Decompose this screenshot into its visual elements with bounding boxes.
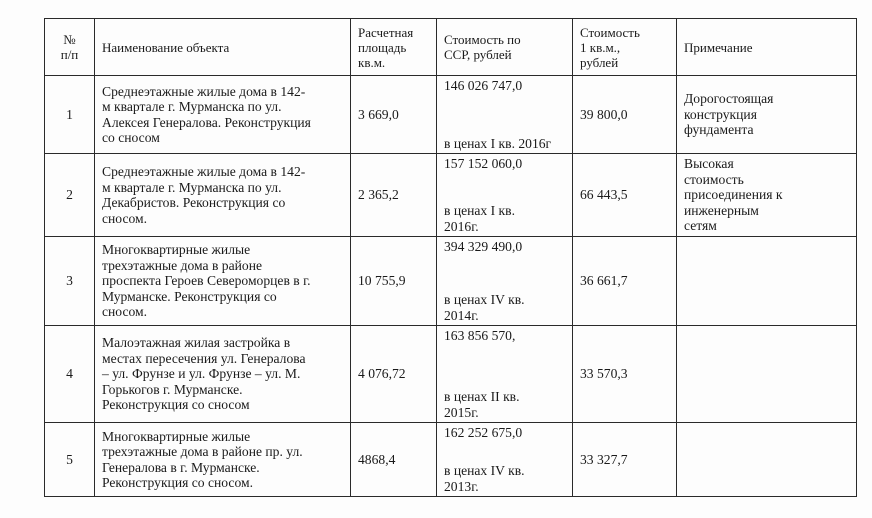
cell-num: 5 (45, 423, 95, 497)
ssr-amount: 146 026 747,0 (444, 78, 523, 93)
ssr-amount: 162 252 675,0 (444, 425, 523, 440)
header-name: Наименование объекта (95, 19, 351, 76)
cell-object-name: Среднеэтажные жилые дома в 142- м квартале г. Мурманска по ул. Декабристов. Реконструкция со сносом. (95, 154, 351, 237)
header-note: Примечание (677, 19, 857, 76)
cell-area: 4 076,72 (351, 326, 437, 423)
cell-object-name: Малоэтажная жилая застройка в местах пересечения ул. Генералова – ул. Фрунзе и ул. Фрунзе – ул. М. Горькогов г. Мурманске. Реконструкция со сносом (95, 326, 351, 423)
ssr-price-level: в ценах IV кв. 2014г. (444, 292, 525, 323)
cell-ssr-cost (437, 237, 573, 326)
header-num: № п/п (45, 19, 95, 76)
table-row (45, 154, 857, 237)
cell-unit-cost: 33 570,3 (573, 326, 677, 423)
cell-ssr-cost (437, 326, 573, 423)
cell-unit-cost: 66 443,5 (573, 154, 677, 237)
cell-num: 3 (45, 237, 95, 326)
table-row (45, 237, 857, 326)
ssr-price-level: в ценах II кв. 2015г. (444, 389, 520, 420)
cell-unit-cost: 33 327,7 (573, 423, 677, 497)
table-header-row (45, 19, 857, 76)
cell-note (677, 423, 857, 497)
cell-area: 4868,4 (351, 423, 437, 497)
ssr-amount: 163 856 570, (444, 328, 516, 343)
cell-object-name: Многоквартирные жилые трехэтажные дома в районе пр. ул. Генералова в г. Мурманске. Реконструкция со сносом. (95, 423, 351, 497)
ssr-price-level: в ценах I кв. 2016г. (444, 203, 515, 234)
cell-area: 10 755,9 (351, 237, 437, 326)
ssr-amount: 157 152 060,0 (444, 156, 523, 171)
cell-object-name: Среднеэтажные жилые дома в 142- м квартале г. Мурманска по ул. Алексея Генералова. Реконструкция со сносом (95, 76, 351, 154)
cost-table (44, 18, 857, 497)
cell-note: Дорогостоящая конструкция фундамента (677, 76, 857, 154)
header-unit-cost: Стоимость 1 кв.м., рублей (573, 19, 677, 76)
header-ssr-cost: Стоимость по ССР, рублей (437, 19, 573, 76)
ssr-amount: 394 329 490,0 (444, 239, 523, 254)
table-row (45, 423, 857, 497)
header-area: Расчетная площадь кв.м. (351, 19, 437, 76)
cell-object-name: Многоквартирные жилые трехэтажные дома в районе проспекта Героев Североморцев в г. Мурманске. Реконструкция со сносом. (95, 237, 351, 326)
table-row (45, 326, 857, 423)
ssr-price-level: в ценах IV кв. 2013г. (444, 463, 525, 494)
cell-note (677, 326, 857, 423)
cell-ssr-cost (437, 76, 573, 154)
ssr-price-level: в ценах I кв. 2016г (444, 135, 552, 151)
cell-area: 3 669,0 (351, 76, 437, 154)
cell-note: Высокая стоимость присоединения к инженерным сетям (677, 154, 857, 237)
cell-ssr-cost (437, 423, 573, 497)
cell-note (677, 237, 857, 326)
cell-unit-cost: 39 800,0 (573, 76, 677, 154)
cell-num: 2 (45, 154, 95, 237)
cell-num: 4 (45, 326, 95, 423)
cell-ssr-cost (437, 154, 573, 237)
cell-area: 2 365,2 (351, 154, 437, 237)
table-row (45, 76, 857, 154)
cell-unit-cost: 36 661,7 (573, 237, 677, 326)
cell-num: 1 (45, 76, 95, 154)
